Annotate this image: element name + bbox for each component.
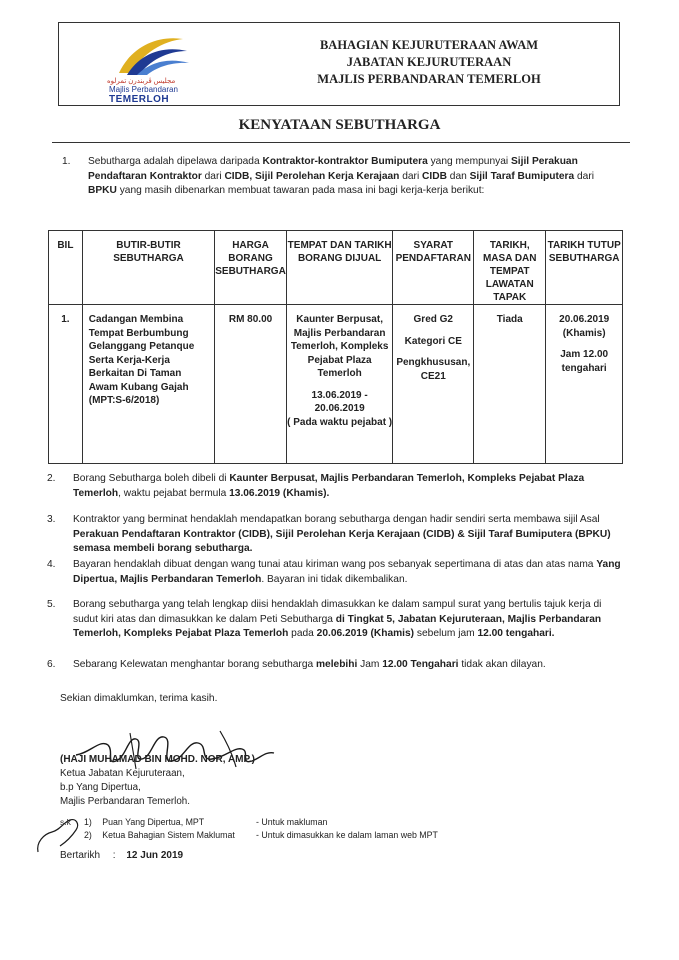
cc-note: - Untuk makluman <box>256 817 328 827</box>
bold-text: 20.06.2019 (Khamis) <box>316 628 415 640</box>
paragraph-number: 3. <box>47 514 56 525</box>
paragraph-4 <box>47 558 625 587</box>
text: yang masih dibenarkan membuat tawaran pada masa ini bagi kerja-kerja berikut: <box>116 185 485 197</box>
signatory-name: (HAJI MUHAMAD BIN MOHD. NOR, AMP.) <box>60 754 255 765</box>
grade: Gred G2 <box>413 314 453 325</box>
bold-text: melebihi <box>315 659 358 670</box>
header-bil: BIL <box>49 231 83 305</box>
paragraph-number: 4. <box>47 559 56 570</box>
title-divider <box>52 142 630 143</box>
bold-text: CIDB <box>422 170 447 182</box>
item-description: Cadangan Membina Tempat Berbumbung Gelanggang Petanque Serta Kerja-Kerja Berkaitan Di Taman Awam Kubang Gajah (MPT:S-6/2018) <box>88 314 195 406</box>
date-separator: : <box>112 850 116 861</box>
paragraph-6 <box>47 658 625 673</box>
closing-period: tengahari <box>561 362 607 374</box>
signatory-council: Majlis Perbandaran Temerloh. <box>60 796 190 807</box>
sale-location: Kaunter Berpusat, Majlis Perbandaran Temerloh, Kompleks Pejabat Plaza Temerloh <box>290 314 389 379</box>
bold-text: di Tingkat 5, Jabatan Kejuruteraan, Majlis Perbandaran Temerloh, Kompleks Pejabat Plaza Temerloh <box>73 613 602 640</box>
text: Bayaran hendaklah dibuat dengan wang tunai atau kiriman wang pos sebanyak sepertimana di atas dan atas nama <box>73 559 597 570</box>
bold-text: Kontraktor-kontraktor Bumiputera <box>262 156 428 167</box>
text: tidak akan dilayan. <box>458 659 546 670</box>
spacer <box>393 348 473 356</box>
cc-note: - Untuk dimasukkan ke dalam laman web MPT <box>256 830 438 840</box>
bold-text: CIDB, Sijil Perolehan Kerja Kerajaan <box>224 170 400 182</box>
cell-place <box>286 305 393 464</box>
row-number: 1. <box>61 314 70 325</box>
logo-swoosh-icon <box>79 29 199 79</box>
table-header-row <box>49 231 623 305</box>
closing-day: (Khamis) <box>562 327 606 339</box>
sale-period: 13.06.2019 - 20.06.2019 <box>311 389 368 414</box>
text: dari <box>574 170 594 182</box>
cc-number: 2) <box>84 830 92 840</box>
spacer <box>393 327 473 335</box>
text: Borang sebutharga yang telah lengkap diisi hendaklah dimasukkan ke dalam sampul surat yang bertulis tajuk kerja di sudut kiri atas dan dimasukkan ke dalam Peti Sebutharga <box>73 599 602 625</box>
text: Jam <box>357 659 383 670</box>
text: , waktu pejabat bermula <box>118 487 230 499</box>
closing-date: 20.06.2019 <box>559 314 610 325</box>
paragraph-3 <box>47 513 625 557</box>
bold-text: 13.06.2019 (Khamis). <box>229 487 330 499</box>
paragraph-number: 1. <box>62 156 71 167</box>
text: dari <box>201 170 225 182</box>
signatory-on-behalf: b.p Yang Dipertua, <box>60 782 141 793</box>
date-value: 12 Jun 2019 <box>126 850 184 861</box>
cc-number: 1) <box>84 817 92 827</box>
document-date <box>60 850 183 861</box>
text: Sebarang Kelewatan menghantar borang sebutharga <box>73 659 316 670</box>
site-visit: Tiada <box>496 314 523 325</box>
form-price: RM 80.00 <box>228 314 273 325</box>
bold-text: Sijil Taraf Bumiputera <box>469 170 575 182</box>
bold-text: Perakuan Pendaftaran Kontraktor (CIDB), Sijil Perolehan Kerja Kerajaan (CIDB) & Sijil Taraf Bumiputera (BPKU) semasa membeli borang sebutharga. <box>73 528 611 555</box>
cell-requirement <box>393 305 474 464</box>
letterhead-division: BAHAGIAN KEJURUTERAAN AWAM <box>319 38 539 52</box>
spacer <box>287 381 393 389</box>
cell-bil <box>49 305 83 464</box>
text: yang mempunyai <box>427 156 511 167</box>
paragraph-number: 6. <box>47 659 56 670</box>
logo-text-line1: Majlis Perbandaran <box>109 85 178 94</box>
council-logo <box>79 29 199 103</box>
cell-closing-date <box>546 305 623 464</box>
cell-site-visit <box>474 305 546 464</box>
date-label: Bertarikh <box>60 850 101 861</box>
text: Kontraktor yang berminat hendaklah mendapatkan borang sebutharga dengan hadir sendiri serta membawa sijil Asal <box>73 514 600 525</box>
bold-text: BPKU <box>88 185 117 197</box>
cc-item <box>84 817 328 827</box>
bold-text: 12.00 Tengahari <box>382 659 459 670</box>
specialization: Pengkhususan, CE21 <box>396 357 471 382</box>
header-item: BUTIR-BUTIR SEBUTHARGA <box>82 231 215 305</box>
cc-item <box>84 830 438 840</box>
logo-arabic-text: مجليس ڤربندرن تمرلوه <box>107 78 176 85</box>
text: dari <box>399 170 423 182</box>
header-closing-date: TARIKH TUTUP SEBUTHARGA <box>546 231 623 305</box>
bold-text: Kaunter Berpusat, Majlis Perbandaran Temerloh, Kompleks Pejabat Plaza Temerloh <box>73 473 585 499</box>
closing-time: Jam 12.00 <box>560 349 609 360</box>
signatory-title: Ketua Jabatan Kejuruteraan, <box>60 768 185 779</box>
bold-text: Yang Dipertua, Majlis Perbandaran Temerloh <box>73 559 621 585</box>
text: Borang Sebutharga boleh dibeli di <box>73 473 230 484</box>
letterhead <box>58 22 620 106</box>
paragraph-number: 5. <box>47 599 56 610</box>
closing-line: Sekian dimaklumkan, terima kasih. <box>60 693 218 704</box>
paragraph-2 <box>47 472 625 501</box>
text: Sebutharga adalah dipelawa daripada <box>88 156 263 167</box>
letterhead-department: JABATAN KEJURUTERAAN <box>346 55 512 69</box>
handwritten-signature-icon <box>70 725 300 773</box>
header-price: HARGA BORANG SEBUTHARGA <box>215 231 287 305</box>
header-place: TEMPAT DAN TARIKH BORANG DIJUAL <box>286 231 393 305</box>
paragraph-1 <box>62 155 625 199</box>
text: pada <box>288 628 317 640</box>
paragraph-5 <box>47 598 625 642</box>
quotation-table <box>48 230 623 464</box>
cc-recipient: Ketua Bahagian Sistem Maklumat <box>102 830 235 840</box>
bold-text: Sijil Perakuan Pendaftaran Kontraktor <box>88 156 578 182</box>
cc-recipient: Puan Yang Dipertua, MPT <box>102 817 205 827</box>
cc-label: s.k <box>60 817 71 827</box>
text: dan <box>446 170 470 182</box>
category: Kategori CE <box>404 335 462 347</box>
bold-text: 12.00 tengahari. <box>477 628 555 640</box>
document-title: KENYATAAN SEBUTHARGA <box>238 117 441 133</box>
letterhead-text <box>269 37 589 88</box>
letterhead-council: MAJLIS PERBANDARAN TEMERLOH <box>317 72 541 86</box>
sale-note: ( Pada waktu pejabat ) <box>287 416 393 428</box>
cell-item <box>82 305 215 464</box>
logo-text-line2: TEMERLOH <box>109 94 170 105</box>
header-requirement: SYARAT PENDAFTARAN <box>393 231 474 305</box>
cell-price <box>215 305 287 464</box>
table-row <box>49 305 623 464</box>
text: sebelum jam <box>414 628 478 640</box>
header-site-visit: TARIKH, MASA DAN TEMPAT LAWATAN TAPAK <box>474 231 546 305</box>
text: . Bayaran ini tidak dikembalikan. <box>261 573 408 585</box>
spacer <box>546 340 622 348</box>
paragraph-number: 2. <box>47 473 56 484</box>
